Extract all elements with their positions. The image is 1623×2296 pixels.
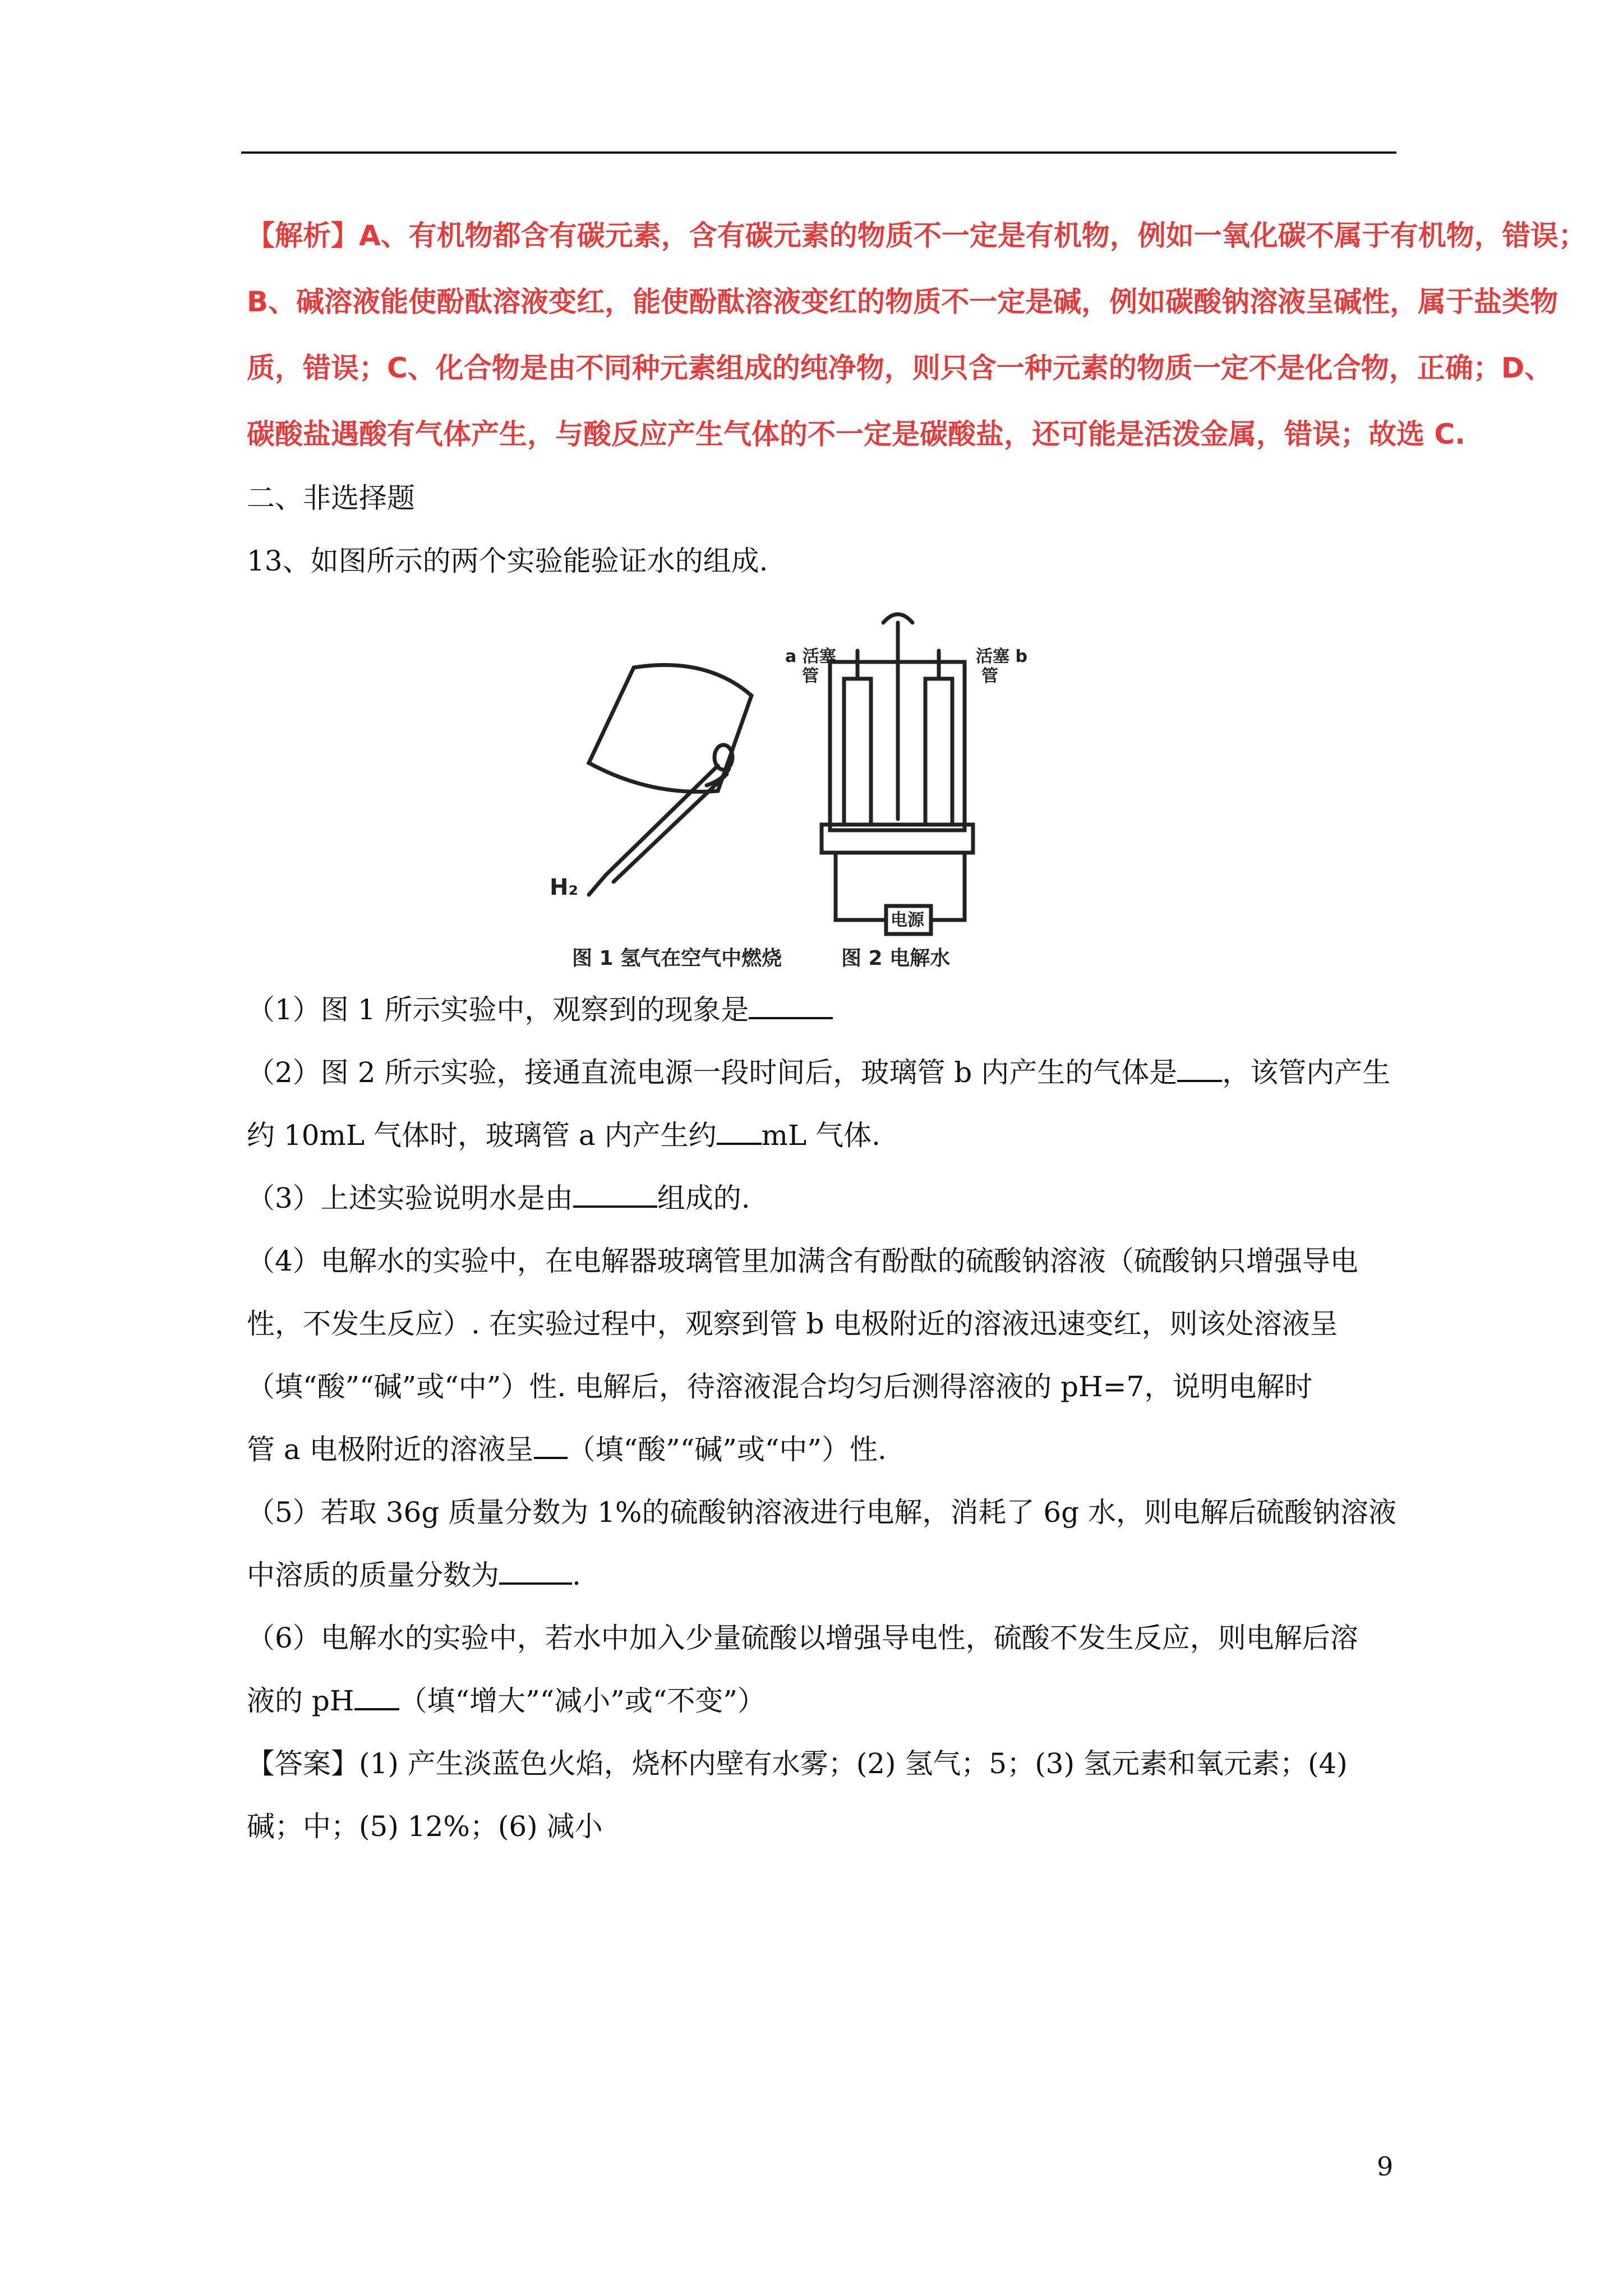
q3 xyxy=(247,1176,750,1216)
tube-right-label-2: 管 xyxy=(981,666,998,686)
q2-line1 xyxy=(247,1050,1390,1091)
q2-line2 xyxy=(247,1113,880,1153)
q1-text: （1）图 1 所示实验中，观察到的现象是 xyxy=(247,993,749,1026)
caption-fig1: 图 1 氢气在空气中燃烧 xyxy=(572,947,782,970)
h2-label: H₂ xyxy=(550,875,578,900)
q6-line2 xyxy=(247,1678,766,1719)
q5-text-b: 中溶质的质量分数为 xyxy=(247,1559,499,1591)
q6-line1: （6）电解水的实验中，若水中加入少量硫酸以增强导电性，硫酸不发生反应，则电解后溶 xyxy=(247,1622,1358,1654)
q5-line1: （5）若取 36g 质量分数为 1%的硫酸钠溶液进行电解，消耗了 6g 水，则电解后硫酸钠溶液 xyxy=(247,1496,1397,1529)
section-title: 二、非选择题 xyxy=(247,482,415,514)
q4-line3: （填“酸”“碱”或“中”）性. 电解后，待溶液混合均匀后测得溶液的 pH=7，说明电解时 xyxy=(247,1370,1313,1403)
answer-line-1: 【答案】(1) 产生淡蓝色火焰，烧杯内壁有水雾；(2) 氢气；5；(3) 氢元素和氧元素；(4) xyxy=(247,1747,1348,1780)
q5-blank[interactable] xyxy=(499,1558,572,1585)
analysis-line-4: 碳酸盐遇酸有气体产生，与酸反应产生气体的不一定是碳酸盐，还可能是活泼金属，错误；故选 C. xyxy=(247,418,1466,450)
q4-line2: 性，不发生反应）. 在实验过程中，观察到管 b 电极附近的溶液迅速变红，则该处溶液呈 xyxy=(247,1308,1338,1340)
tube-left-label-2: 管 xyxy=(802,666,819,686)
q4-blank[interactable] xyxy=(534,1432,568,1459)
wire-right xyxy=(931,853,965,920)
power-label: 电源 xyxy=(891,910,924,930)
q1-blank[interactable] xyxy=(749,992,833,1019)
page-number: 9 xyxy=(1377,2151,1394,2182)
q4-text-e: （填“酸”“碱”或“中”）性. xyxy=(567,1433,887,1466)
tube-right-label: 活塞 b xyxy=(976,647,1027,666)
q2-blank-2[interactable] xyxy=(717,1118,762,1145)
q2-blank-1[interactable] xyxy=(1177,1055,1222,1082)
q6-blank[interactable] xyxy=(354,1683,399,1710)
q3-blank[interactable] xyxy=(573,1181,657,1208)
header-rule xyxy=(241,151,1396,154)
q4-text-d: 管 a 电极附近的溶液呈 xyxy=(247,1433,534,1466)
tube-left-label: a 活塞 xyxy=(785,647,836,666)
analysis-line-1: 【解析】A、有机物都含有碳元素，含有碳元素的物质不一定是有机物，例如一氧化碳不属于有机物，错误； xyxy=(247,219,1587,252)
tube-b xyxy=(925,679,952,825)
q2-text-a: （2）图 2 所示实验，接通直流电源一段时间后，玻璃管 b 内产生的气体是 xyxy=(247,1056,1178,1089)
q4-line1: （4）电解水的实验中，在电解器玻璃管里加满含有酚酞的硫酸钠溶液（硫酸钠只增强导电 xyxy=(247,1245,1358,1277)
q2-text-c: 约 10mL 气体时，玻璃管 a 内产生约 xyxy=(247,1119,717,1152)
analysis-line-3: 质，错误；C、化合物是由不同种元素组成的纯净物，则只含一种元素的物质一定不是化合物，正确；D、 xyxy=(247,352,1553,384)
q5-text-c: . xyxy=(572,1559,581,1591)
question-stem: 13、如图所示的两个实验能验证水的组成. xyxy=(247,545,768,577)
wire-left xyxy=(836,853,886,920)
q6-text-c: （填“增大”“减小”或“不变”） xyxy=(399,1685,766,1717)
q3-text-a: （3）上述实验说明水是由 xyxy=(247,1182,573,1214)
q1 xyxy=(247,987,833,1028)
q6-text-b: 液的 pH xyxy=(247,1685,354,1717)
experiment-diagram xyxy=(538,583,1077,976)
q4-line4 xyxy=(247,1427,887,1467)
gas-tube xyxy=(606,766,718,875)
tube-a xyxy=(844,679,871,825)
caption-fig2: 图 2 电解水 xyxy=(841,947,951,970)
q3-text-b: 组成的. xyxy=(657,1182,750,1214)
analysis-line-2: B、碱溶液能使酚酞溶液变红，能使酚酞溶液变红的物质不一定是碱，例如碳酸钠溶液呈碱性，属于盐类物 xyxy=(247,286,1559,318)
q5-line2 xyxy=(247,1553,581,1593)
experiment-figure xyxy=(538,583,1077,976)
q2-text-d: mL 气体. xyxy=(761,1119,881,1152)
answer-line-2: 碱；中；(5) 12%；(6) 减小 xyxy=(247,1810,603,1843)
q2-text-b: ，该管内产生 xyxy=(1222,1056,1391,1089)
